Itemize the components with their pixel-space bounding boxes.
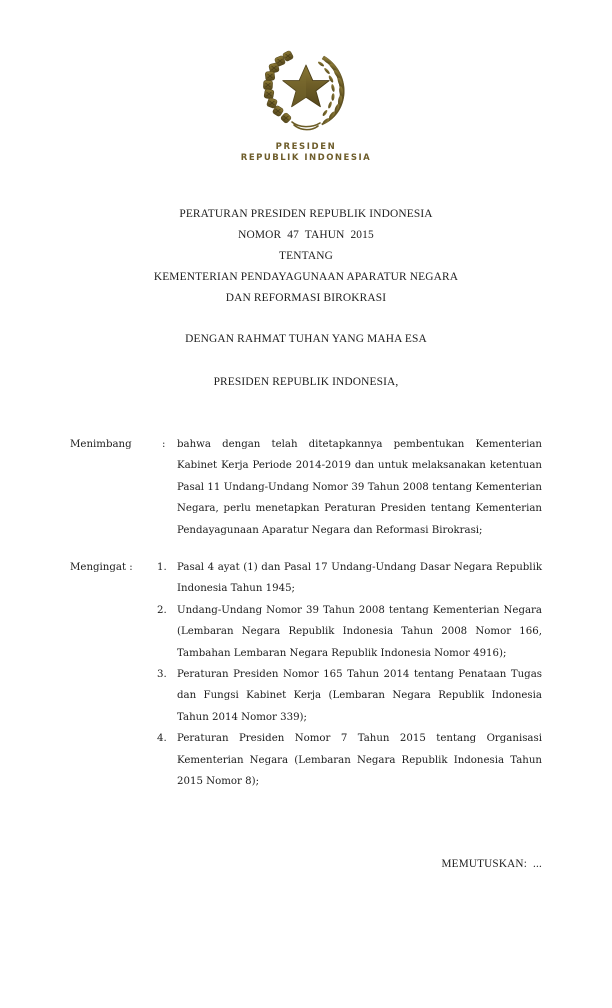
title-line-5: DAN REFORMASI BIROKRASI — [225, 292, 387, 304]
list-item-text: Undang-Undang Nomor 39 Tahun 2008 tentang Kementerian Negara (Lembaran Negara Republik Indonesia Tahun 2008 Nomor 166, Tambahan Lembaran Negara Republik Indonesia Nomor 4916); — [177, 604, 542, 659]
considering-clause — [70, 434, 542, 541]
considering-body — [177, 434, 542, 541]
list-item-number: 2. — [157, 604, 167, 616]
continuation-note: MEMUTUSKAN: ... — [441, 858, 542, 870]
recalling-list — [157, 557, 542, 792]
list-item — [157, 600, 542, 664]
recalling-label: Mengingat : — [70, 562, 133, 574]
list-item-number: 1. — [157, 562, 167, 574]
emblem-caption-line2: REPUBLIK INDONESIA — [240, 153, 372, 163]
considering-text: bahwa dengan telah ditetapkannya pembentukan Kementerian Kabinet Kerja Periode 2014-2019 dan untuk melaksanakan ketentuan Pasal 11 Undang-Undang Nomor 39 Tahun 2008 tentang Kementerian Negara, perlu menetapkan Peraturan Presiden tentang Kementerian Pendayagunaan Aparatur Negara dan Reformasi Birokrasi; — [177, 439, 542, 536]
recalling-clause — [70, 557, 542, 792]
title-line-1: PERATURAN PRESIDEN REPUBLIK INDONESIA — [179, 208, 433, 220]
considering-label: Menimbang — [70, 439, 132, 450]
list-item — [157, 557, 542, 600]
document-body — [70, 434, 542, 793]
list-item-text: Pasal 4 ayat (1) dan Pasal 17 Undang-Undang Dasar Negara Republik Indonesia Tahun 1945; — [177, 562, 542, 595]
title-line-3: TENTANG — [279, 250, 333, 262]
list-item — [157, 664, 542, 728]
title-line-2: NOMOR 47 TAHUN 2015 — [238, 229, 374, 241]
title-line-4: KEMENTERIAN PENDAYAGUNAAN APARATUR NEGARA — [153, 271, 459, 283]
list-item — [157, 728, 542, 792]
list-item-text: Peraturan Presiden Nomor 7 Tahun 2015 tentang Organisasi Kementerian Negara (Lembaran Negara Republik Indonesia Tahun 2015 Nomor 8); — [177, 733, 542, 788]
document-title — [0, 204, 612, 309]
emblem-caption-line1: PRESIDEN — [275, 142, 337, 152]
list-item-number: 4. — [157, 733, 167, 745]
presidential-seal-icon — [254, 44, 358, 136]
invocation-text: DENGAN RAHMAT TUHAN YANG MAHA ESA — [185, 333, 427, 345]
emblem-block — [0, 44, 612, 164]
considering-colon: : — [162, 439, 166, 450]
list-item-number: 3. — [157, 669, 167, 681]
authority-text: PRESIDEN REPUBLIK INDONESIA, — [213, 376, 399, 388]
list-item-text: Peraturan Presiden Nomor 165 Tahun 2014 tentang Penataan Tugas dan Fungsi Kabinet Kerja (Lembaran Negara Republik Indonesia Tahun 2014 Nomor 339); — [177, 669, 542, 723]
emblem-caption — [0, 142, 612, 164]
